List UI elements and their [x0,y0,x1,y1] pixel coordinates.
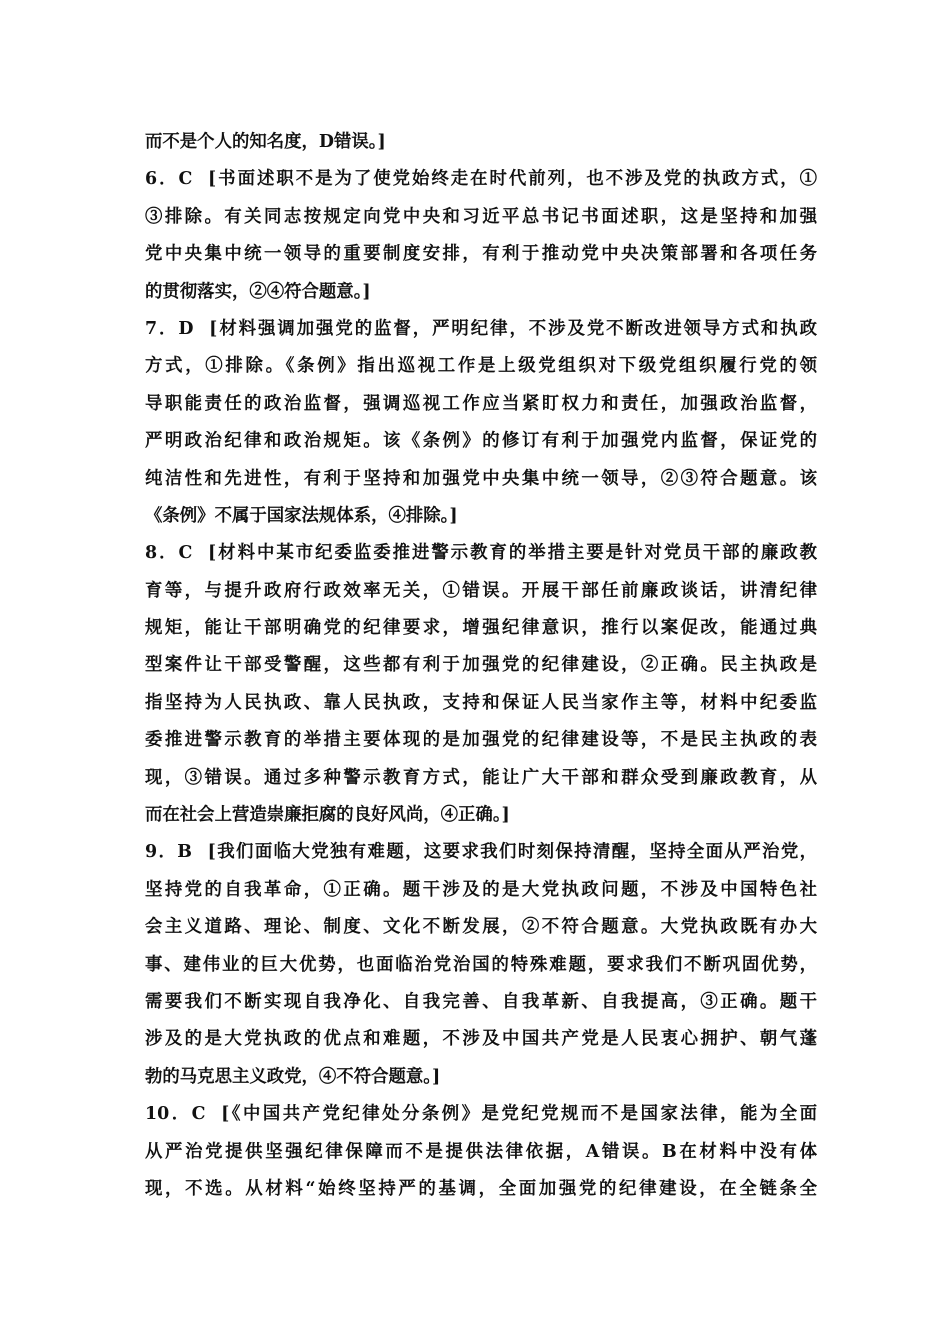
answer-7-line-6: 《条例》不属于国家法规体系，④排除。] [145,505,458,526]
answer-6-line-1: 6．C [书面述职不是为了使党始终走在时代前列，也不涉及党的执政方式，① [145,169,817,190]
answer-6-line-4: 的贯彻落实，②④符合题意。] [145,281,371,302]
answer-9-line-1: 9．B [我们面临大党独有难题，这要求我们时刻保持清醒，坚持全面从严治党， [145,842,817,863]
answer-7-line-1: 7．D [材料强调加强党的监督，严明纪律，不涉及党不断改进领导方式和执政 [145,318,817,339]
answer-8-line-4: 型案件让干部受警醒，这些都有利于加强党的纪律建设，②正确。民主执政是 [145,655,817,676]
answer-7-line-3: 导职能责任的政治监督，强调巡视工作应当紧盯权力和责任，加强政治监督， [145,393,817,414]
answer-10-number: 10．C [145,1104,206,1125]
answer-8-line-5: 指坚持为人民执政、靠人民执政，支持和保证人民当家作主等，材料中纪委监 [145,692,817,713]
answer-9-line-3: 会主义道路、理论、制度、文化不断发展，②不符合题意。大党执政既有办大 [145,917,817,938]
answer-6-line-3: 党中央集中统一领导的重要制度安排，有利于推动党中央决策部署和各项任务 [145,244,817,265]
answer-10-line-3: 现，不选。从材料“始终坚持严的基调，全面加强党的纪律建设，在全链条全 [145,1178,817,1199]
answer-9-line-2: 坚持党的自我革命，①正确。题干涉及的是大党执政问题，不涉及中国特色社 [145,879,817,900]
answer-8-line-8: 而在社会上营造崇廉拒腐的良好风尚，④正确。] [145,805,510,826]
answer-9-line-5: 需要我们不断实现自我净化、自我完善、自我革新、自我提高，③正确。题干 [145,991,817,1012]
answer-8-line-6: 委推进警示教育的举措主要体现的是加强党的纪律建设等，不是民主执政的表 [145,730,817,751]
answer-9-number: 9．B [145,842,192,863]
answer-7-number: 7．D [145,318,194,339]
answer-9-line-6: 涉及的是大党执政的优点和难题，不涉及中国共产党是人民衷心拥护、朝气蓬 [145,1029,817,1050]
answer-10-line-1: 10．C [《中国共产党纪律处分条例》是党纪党规而不是国家法律，能为全面 [145,1104,817,1125]
answer-8-line-2: 育等，与提升政府行政效率无关，①错误。开展干部任前廉政谈话，讲清纪律 [145,580,817,601]
answer-7-line-4: 严明政治纪律和政治规矩。该《条例》的修订有利于加强党内监督，保证党的 [145,431,817,452]
answer-6-number: 6．C [145,169,193,190]
answer-explanations [145,124,817,1208]
answer-10-line-2: 从严治党提供坚强纪律保障而不是提供法律依据，A错误。B在材料中没有体 [145,1141,817,1162]
answer-8-line-1: 8．C [材料中某市纪委监委推进警示教育的举措主要是针对党员干部的廉政教 [145,543,817,564]
answer-8-number: 8．C [145,543,193,564]
answer-7-line-2: 方式，①排除。《条例》指出巡视工作是上级党组织对下级党组织履行党的领 [145,356,817,377]
answer-8-line-3: 规矩，能让干部明确党的纪律要求，增强纪律意识，推行以案促改，能通过典 [145,618,817,639]
answer-5-line-1: 而不是个人的知名度，D错误。] [145,132,386,152]
answer-8-line-7: 现，③错误。通过多种警示教育方式，能让广大干部和群众受到廉政教育，从 [145,767,817,788]
answer-6-line-2: ③排除。有关同志按规定向党中央和习近平总书记书面述职，这是坚持和加强 [145,206,817,227]
answer-7-line-5: 纯洁性和先进性，有利于坚持和加强党中央集中统一领导，②③符合题意。该 [145,468,817,489]
answer-9-line-7: 勃的马克思主义政党，④不符合题意。] [145,1066,441,1087]
answer-9-line-4: 事、建伟业的巨大优势，也面临治党治国的特殊难题，要求我们不断巩固优势， [145,954,817,975]
